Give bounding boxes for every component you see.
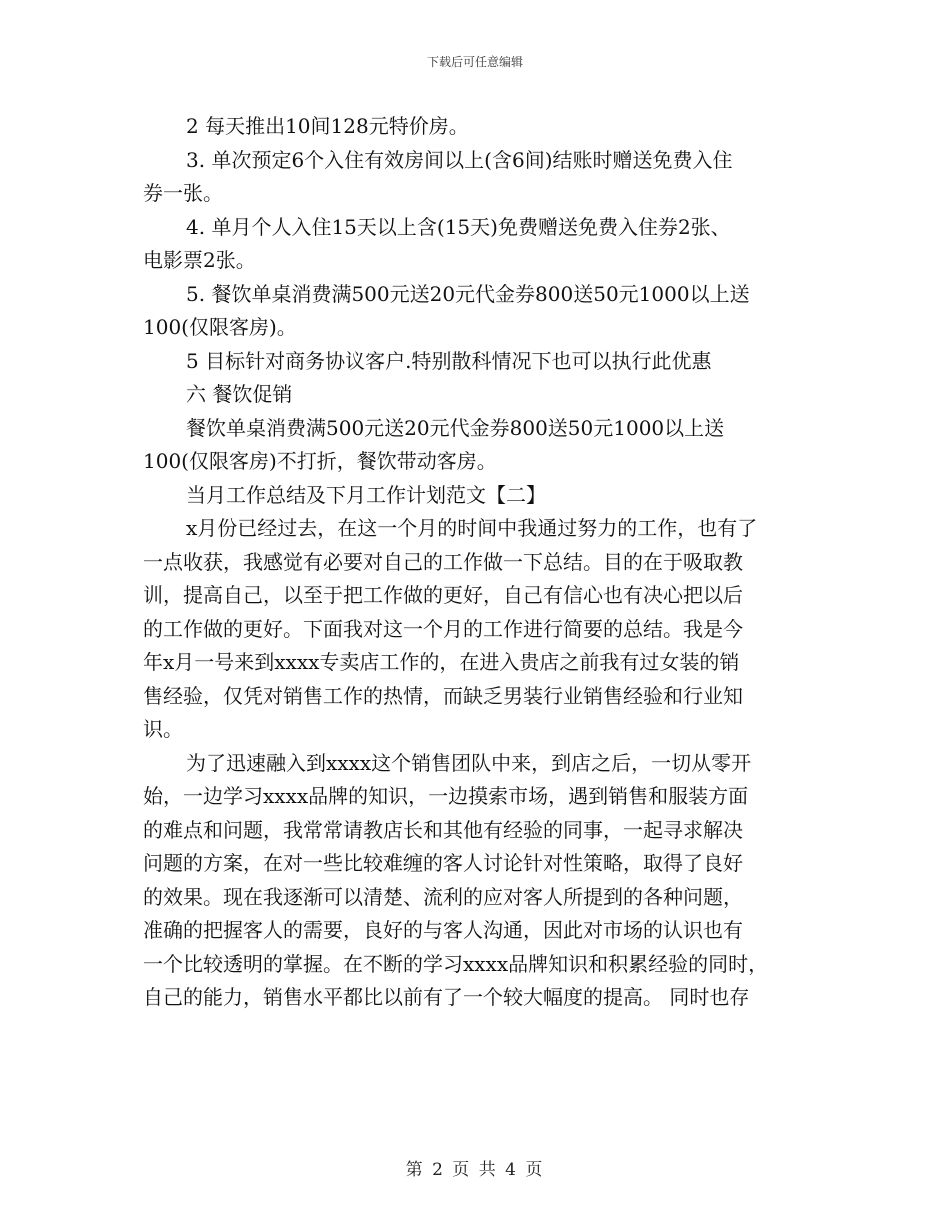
text-line: 100(仅限客房)不打折，餐饮带动客房。 bbox=[143, 449, 497, 473]
text-line: 始，一边学习xxxx品牌的知识，一边摸索市场，遇到销售和服装方面 bbox=[143, 784, 749, 808]
text-line: 识。 bbox=[143, 717, 183, 741]
text-line: 六 餐饮促销 bbox=[186, 382, 293, 406]
text-line: 年x月一号来到xxxx专卖店工作的，在进入贵店之前我有过女装的销 bbox=[143, 650, 740, 674]
text-line: 100(仅限客房)。 bbox=[143, 315, 297, 339]
page-footer: 第 2 页 共 4 页 bbox=[405, 1160, 545, 1180]
text-line: 券一张。 bbox=[143, 181, 223, 205]
text-line: 售经验，仅凭对销售工作的热情，而缺乏男装行业销售经验和行业知 bbox=[143, 683, 743, 708]
text-line: 4. 单月个人入住15天以上含(15天)免费赠送免费入住券2张、 bbox=[186, 214, 731, 239]
text-line: 电影票2张。 bbox=[143, 248, 256, 272]
text-line: 当月工作总结及下月工作计划范文【二】 bbox=[186, 482, 546, 507]
text-line: 训，提高自己，以至于把工作做的更好，自己有信心也有决心把以后 bbox=[143, 583, 743, 607]
text-line: 的工作做的更好。下面我对这一个月的工作进行简要的总结。我是今 bbox=[143, 616, 743, 641]
text-line: 为了迅速融入到xxxx这个销售团队中来，到店之后，一切从零开 bbox=[186, 750, 752, 775]
text-line: 5 目标针对商务协议客户.特别散科情况下也可以执行此优惠 bbox=[186, 348, 712, 373]
text-line: 的难点和问题，我常常请教店长和其他有经验的同事，一起寻求解决 bbox=[143, 817, 743, 842]
text-line: 餐饮单桌消费满500元送20元代金券800送50元1000以上送 bbox=[186, 415, 725, 440]
text-line: 的效果。现在我逐渐可以清楚、流利的应对客人所提到的各种问题， bbox=[143, 884, 743, 909]
text-line: 2 每天推出10间128元特价房。 bbox=[186, 114, 469, 138]
document-body bbox=[143, 110, 813, 1015]
text-line: 问题的方案，在对一些比较难缠的客人讨论针对性策略，取得了良好 bbox=[143, 851, 743, 875]
text-line: 3. 单次预定6个入住有效房间以上(含6间)结账时赠送免费入住 bbox=[186, 147, 733, 172]
text-line: 一个比较透明的掌握。在不断的学习xxxx品牌知识和积累经验的同时， bbox=[143, 951, 769, 976]
page-header: 下载后可任意编辑 bbox=[426, 55, 523, 69]
text-line: 准确的把握客人的需要，良好的与客人沟通，因此对市场的认识也有 bbox=[143, 918, 743, 942]
text-line: 一点收获，我感觉有必要对自己的工作做一下总结。目的在于吸取教 bbox=[143, 549, 743, 574]
text-line: x月份已经过去，在这一个月的时间中我通过努力的工作，也有了 bbox=[186, 516, 758, 540]
text-line: 自己的能力，销售水平都比以前有了一个较大幅度的提高。 同时也存 bbox=[143, 985, 750, 1009]
text-line: 5. 餐饮单桌消费满500元送20元代金券800送50元1000以上送 bbox=[186, 281, 750, 306]
